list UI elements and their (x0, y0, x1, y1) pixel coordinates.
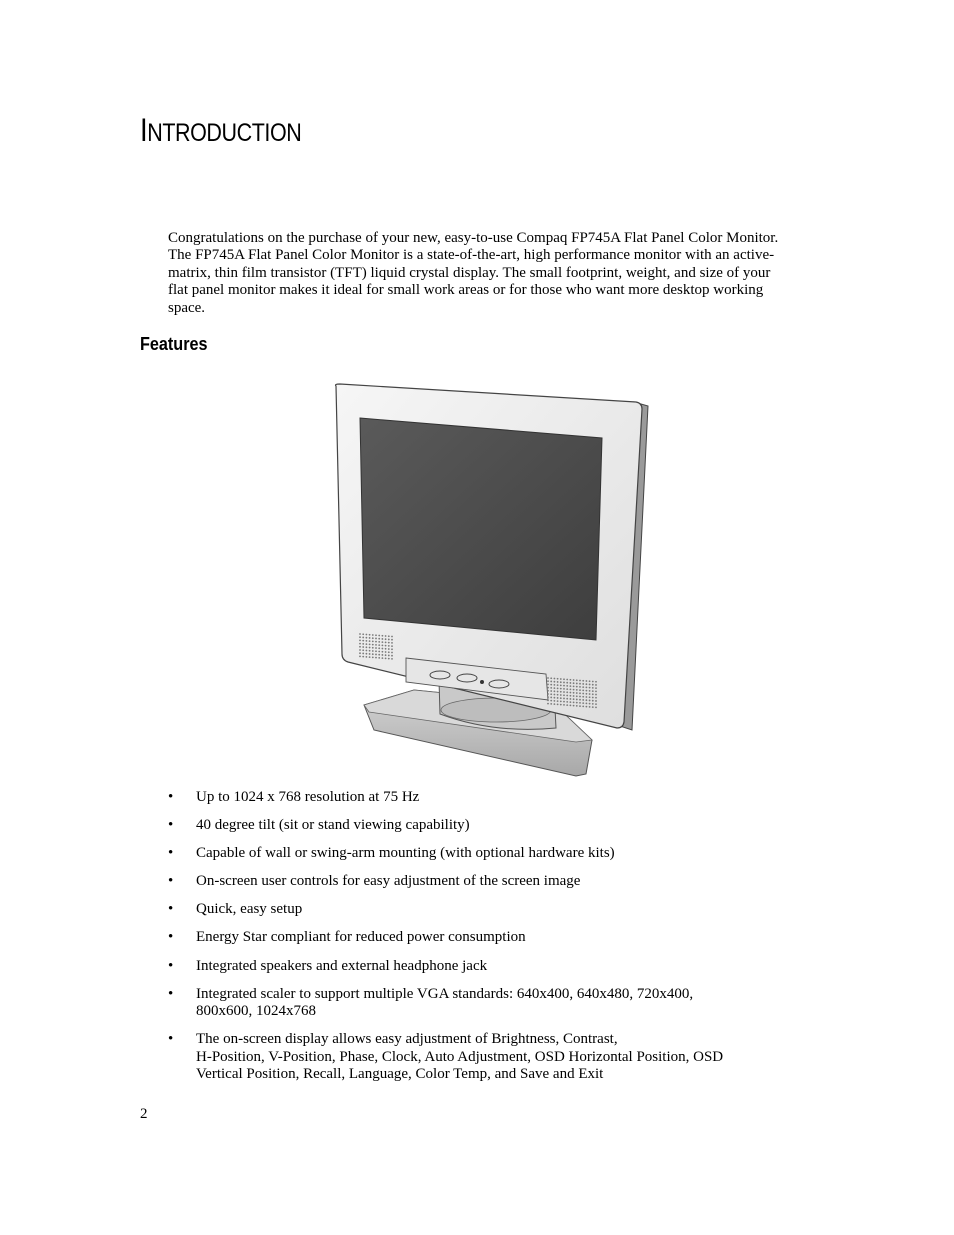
bullet: • (168, 985, 174, 1002)
bullet: • (168, 817, 174, 834)
feature-text: 800x600, 1024x768 (196, 1003, 316, 1020)
feature-item (168, 1031, 788, 1083)
page-number: 2 (140, 1106, 148, 1122)
bullet: • (168, 789, 174, 805)
bullet: • (168, 873, 174, 890)
feature-text: On-screen user controls for easy adjustment of the screen image (196, 873, 581, 890)
feature-item (168, 817, 788, 834)
feature-item (168, 845, 788, 862)
feature-item (168, 901, 788, 918)
bullet: • (168, 929, 174, 946)
feature-item (168, 958, 788, 975)
intro-paragraph (168, 230, 818, 317)
flat-panel-monitor-icon (264, 362, 688, 788)
intro-line: space. (168, 299, 206, 316)
feature-text: Quick, easy setup (196, 901, 303, 918)
feature-text: Capable of wall or swing-arm mounting (with optional hardware kits) (196, 845, 615, 862)
monitor-illustration (264, 362, 688, 788)
feature-text: H-Position, V-Position, Phase, Clock, Auto Adjustment, OSD Horizontal Position, OSD (196, 1048, 724, 1065)
feature-item (168, 789, 788, 806)
feature-item (168, 929, 788, 946)
feature-text: Vertical Position, Recall, Language, Color Temp, and Save and Exit (196, 1065, 604, 1082)
feature-text: Integrated speakers and external headphone jack (196, 957, 488, 974)
intro-line: Congratulations on the purchase of your new, easy-to-use Compaq FP745A Flat Panel Color Monitor. (168, 230, 779, 246)
feature-text: Energy Star compliant for reduced power consumption (196, 929, 526, 946)
chapter-title-initial: I (140, 112, 148, 148)
features-list (168, 789, 788, 1094)
feature-text: 40 degree tilt (sit or stand viewing capability) (196, 817, 470, 834)
chapter-title (140, 112, 301, 149)
feature-text: The on-screen display allows easy adjustment of Brightness, Contrast, (196, 1031, 618, 1048)
intro-line: flat panel monitor makes it ideal for small work areas or for those who want more desktop working (168, 282, 764, 299)
feature-text: Integrated scaler to support multiple VGA standards: 640x400, 640x480, 720x400, (196, 985, 694, 1002)
intro-line: matrix, thin film transistor (TFT) liquid crystal display. The small footprint, weight, and size of your (168, 264, 771, 281)
feature-item (168, 873, 788, 890)
bullet: • (168, 1031, 174, 1048)
bullet: • (168, 901, 174, 918)
bullet: • (168, 845, 174, 862)
features-heading: Features (140, 334, 208, 354)
feature-text: Up to 1024 x 768 resolution at 75 Hz (196, 789, 420, 805)
feature-item (168, 986, 788, 1021)
intro-line: The FP745A Flat Panel Color Monitor is a state-of-the-art, high performance monitor with an active- (168, 247, 775, 264)
bullet: • (168, 957, 174, 974)
chapter-title-rest: NTRODUCTION (147, 119, 302, 147)
